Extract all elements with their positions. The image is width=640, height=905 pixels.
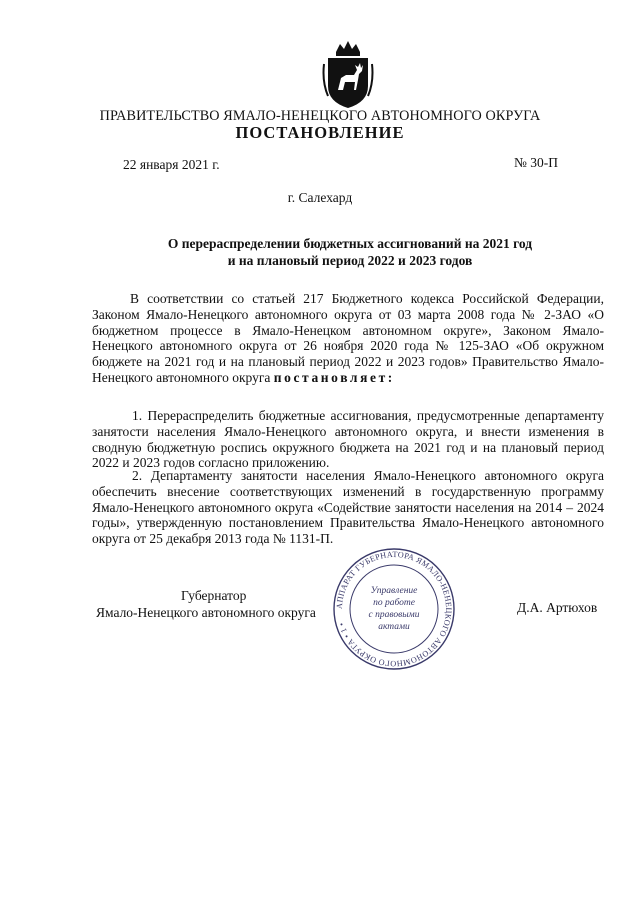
government-name: ПРАВИТЕЛЬСТВО ЯМАЛО-НЕНЕЦКОГО АВТОНОМНОГО ОКРУГА bbox=[99, 108, 541, 124]
signatory-title-line-2: Ямало-Ненецкого автономного округа bbox=[96, 605, 316, 620]
document-subject bbox=[90, 235, 610, 269]
stamp-center-line-4: актами bbox=[378, 622, 410, 632]
document-city: г. Салехард bbox=[287, 190, 353, 205]
document-type: ПОСТАНОВЛЕНИЕ bbox=[235, 123, 405, 142]
item-1-paragraph bbox=[92, 408, 604, 471]
item-2-paragraph bbox=[92, 468, 604, 547]
coat-of-arms-icon bbox=[322, 38, 374, 112]
signatory-title bbox=[96, 587, 336, 621]
subject-line-1: О перераспределении бюджетных ассигнований на 2021 год bbox=[167, 236, 533, 251]
subject-line-2: и на плановый период 2022 и 2023 годов bbox=[227, 253, 473, 268]
item-1-text: 1. Перераспределить бюджетные ассигнования, предусмотренные департаменту занятости населения Ямало-Ненецкого автономного округа, и внести изменения в сводную бюджетную роспись окружного бюджета на 2021 год и на плановый период 2022 и 2023 годов согласно приложению. bbox=[92, 408, 604, 471]
svg-text:АППАРАТ ГУБЕРНАТОРА ЯМАЛО-НЕНЕ bbox=[335, 550, 453, 668]
signatory-title-line-1: Губернатор bbox=[181, 588, 247, 603]
stamp-center-line-1: Управление bbox=[370, 586, 418, 596]
item-2-text: 2. Департаменту занятости населения Ямало-Ненецкого автономного округа обеспечить внесение соответствующих изменений в государственную программу Ямало-Ненецкого автономного округа «Содействие занятости населения на 2014 – 2024 годы», утвержденную постановлением Правительства Ямало-Ненецкого автономного округа от 25 декабря 2013 года № 1131-П. bbox=[92, 468, 604, 547]
preamble-text: В соответствии со статьей 217 Бюджетного кодекса Российской Федерации, Законом Ямало-Ненецкого автономного округа от 03 марта 2008 года № 2-ЗАО «О бюджетном процессе в Ямало-Ненецком автономном округе», Законом Ямало-Ненецкого автономного округа от 26 ноября 2020 года № 125-ЗАО «Об окружном бюджете на 2021 год и на плановый период 2022 и 2023 годов» Правительство Ямало-Ненецкого автономного округа bbox=[92, 291, 604, 385]
stamp-ring-text: АППАРАТ ГУБЕРНАТОРА ЯМАЛО-НЕНЕЦКОГО АВТОНОМНОГО ОКРУГА • 1 • bbox=[334, 549, 454, 669]
document-number: № 30-П bbox=[514, 155, 559, 170]
official-stamp bbox=[331, 546, 457, 672]
decree-word: постановляет: bbox=[273, 369, 395, 385]
stamp-center-line-2: по работе bbox=[373, 598, 415, 608]
preamble-paragraph bbox=[92, 291, 604, 386]
document-date: 22 января 2021 г. bbox=[123, 157, 220, 172]
signatory-name: Д.А. Артюхов bbox=[517, 600, 598, 615]
stamp-center-line-3: с правовыми bbox=[368, 610, 420, 620]
